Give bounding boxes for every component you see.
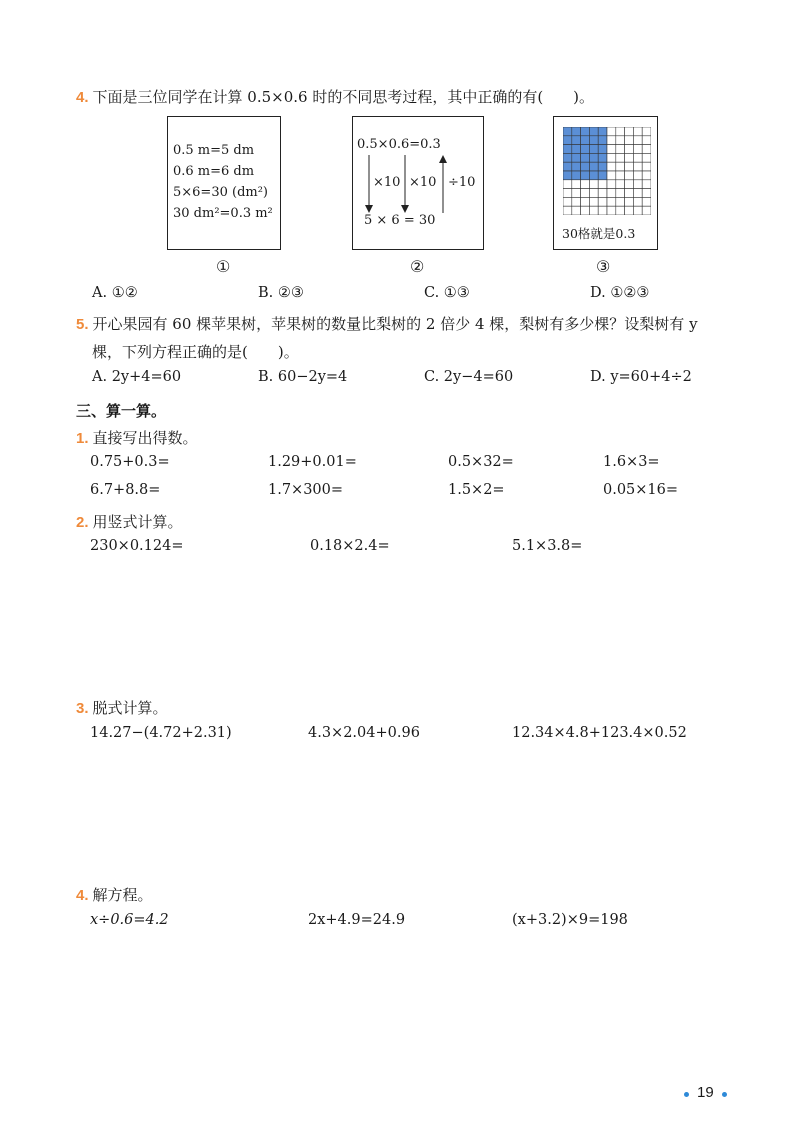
equation-3: (x+3.2)×9=198 [512, 912, 628, 928]
grid-cell [625, 136, 634, 145]
figure-2-arrow-2-label: ×10 [409, 175, 437, 190]
grid-cell [633, 153, 642, 162]
grid-cell [625, 162, 634, 171]
mental-calc-7: 1.5×2= [448, 482, 505, 498]
equation-1: x÷0.6=4.2 [90, 912, 169, 928]
grid-cell [581, 180, 590, 189]
mental-calc-4: 1.6×3= [603, 454, 660, 470]
grid-cell-shaded [563, 145, 572, 154]
grid-cell [625, 145, 634, 154]
mental-calc-1: 0.75+0.3= [90, 454, 170, 470]
figure-2-top: 0.5×0.6=0.3 [357, 137, 441, 152]
q4-text: 下面是三位同学在计算 0.5×0.6 时的不同思考过程，其中正确的有( )。 [92, 88, 595, 106]
grid-cell [625, 180, 634, 189]
grid-cell-shaded [563, 162, 572, 171]
figure-1-box [167, 116, 281, 250]
grid-cell-shaded [563, 127, 572, 136]
grid-cell-shaded [581, 162, 590, 171]
part-4-number: 4. [76, 887, 89, 904]
grid-cell [616, 127, 625, 136]
grid-cell [616, 153, 625, 162]
grid-cell [625, 171, 634, 180]
grid-cell [633, 127, 642, 136]
grid-cell [616, 206, 625, 215]
grid-cell [572, 180, 581, 189]
vertical-calc-1: 230×0.124= [90, 538, 184, 554]
grid-cell-shaded [572, 127, 581, 136]
grid-cell [642, 145, 651, 154]
mental-calc-6: 1.7×300= [268, 482, 344, 498]
q4-option-a[interactable]: A. ①② [92, 285, 138, 301]
grid-cell [625, 197, 634, 206]
hundred-grid [563, 127, 651, 215]
grid-cell [607, 197, 616, 206]
grid-cell [607, 127, 616, 136]
q4-number: 4. [76, 89, 89, 106]
grid-cell [616, 162, 625, 171]
q4-option-d[interactable]: D. ①②③ [590, 285, 650, 301]
page-number-dot-right [722, 1092, 727, 1097]
grid-cell [607, 162, 616, 171]
grid-cell-shaded [581, 153, 590, 162]
equation-2: 2x+4.9=24.9 [308, 912, 406, 928]
grid-cell [633, 189, 642, 198]
grid-cell-shaded [572, 136, 581, 145]
grid-cell [598, 197, 607, 206]
grid-cell [616, 180, 625, 189]
grid-cell [572, 197, 581, 206]
q4-option-c[interactable]: C. ①③ [424, 285, 470, 301]
figure-3-label: ③ [596, 257, 611, 276]
q4-option-b[interactable]: B. ②③ [258, 285, 304, 301]
part-2-header [76, 511, 183, 532]
page-number-dot-left [684, 1092, 689, 1097]
grid-cell-shaded [598, 127, 607, 136]
grid-cell [642, 162, 651, 171]
grid-cell [589, 180, 598, 189]
q5-option-a[interactable]: A. 2y+4=60 [92, 369, 182, 385]
part-4-header [76, 884, 153, 905]
mental-calc-5: 6.7+8.8= [90, 482, 161, 498]
q5-number: 5. [76, 316, 89, 333]
section-3-title: 三、算一算。 [76, 402, 167, 420]
grid-cell [642, 171, 651, 180]
figure-1-line-4: 30 dm²=0.3 m² [173, 206, 273, 221]
grid-cell [616, 197, 625, 206]
grid-cell [598, 180, 607, 189]
grid-cell [607, 145, 616, 154]
grid-cell [607, 171, 616, 180]
grid-cell [598, 189, 607, 198]
grid-cell-shaded [581, 136, 590, 145]
grid-cell [633, 180, 642, 189]
grid-cell [625, 153, 634, 162]
figure-1-line-1: 0.5 m=5 dm [173, 143, 255, 158]
grid-cell [616, 171, 625, 180]
grid-cell-shaded [598, 171, 607, 180]
grid-cell [633, 162, 642, 171]
figure-3-caption: 30格就是0.3 [562, 226, 636, 241]
grid-cell [563, 197, 572, 206]
grid-cell-shaded [581, 171, 590, 180]
q5-option-b[interactable]: B. 60−2y=4 [258, 369, 348, 385]
vertical-calc-3: 5.1×3.8= [512, 538, 583, 554]
grid-cell [607, 206, 616, 215]
grid-cell [642, 206, 651, 215]
grid-cell [581, 197, 590, 206]
grid-cell [607, 136, 616, 145]
grid-cell [589, 189, 598, 198]
figure-3-box [553, 116, 658, 250]
page-number: 19 [697, 1084, 714, 1101]
part-2-number: 2. [76, 514, 89, 531]
grid-cell [633, 136, 642, 145]
figure-2-box [352, 116, 484, 250]
part-1-header [76, 427, 198, 448]
figure-2-label: ② [410, 257, 425, 276]
grid-cell [598, 206, 607, 215]
grid-cell [563, 206, 572, 215]
grid-cell-shaded [589, 136, 598, 145]
grid-cell-shaded [572, 171, 581, 180]
grid-cell-shaded [589, 145, 598, 154]
grid-cell [625, 127, 634, 136]
grid-cell-shaded [563, 171, 572, 180]
grid-cell-shaded [589, 153, 598, 162]
figure-1-label: ① [216, 257, 231, 276]
grid-cell-shaded [581, 127, 590, 136]
grid-cell-shaded [572, 153, 581, 162]
grid-cell [616, 136, 625, 145]
step-calc-1: 14.27−(4.72+2.31) [90, 725, 232, 741]
q5-option-c[interactable]: C. 2y−4=60 [424, 369, 514, 385]
grid-cell [572, 189, 581, 198]
grid-cell [581, 206, 590, 215]
grid-cell [633, 145, 642, 154]
grid-cell [625, 189, 634, 198]
step-calc-3: 12.34×4.8+123.4×0.52 [512, 725, 687, 741]
q5-stem-line-1 [76, 313, 698, 334]
grid-cell [642, 197, 651, 206]
grid-cell-shaded [572, 162, 581, 171]
q5-option-d[interactable]: D. y=60+4÷2 [590, 369, 692, 385]
grid-cell [642, 189, 651, 198]
grid-cell [589, 206, 598, 215]
figure-2-bottom: 5 × 6 = 30 [364, 213, 436, 228]
grid-cell [642, 180, 651, 189]
grid-cell-shaded [589, 127, 598, 136]
grid-cell [563, 180, 572, 189]
grid-cell [589, 197, 598, 206]
grid-cell [607, 153, 616, 162]
grid-cell-shaded [572, 145, 581, 154]
grid-cell-shaded [581, 145, 590, 154]
part-1-number: 1. [76, 430, 89, 447]
grid-cell [572, 206, 581, 215]
grid-cell [581, 189, 590, 198]
figure-2-arrow-3-label: ÷10 [448, 175, 476, 190]
part-3-number: 3. [76, 700, 89, 717]
q5-text-2: 棵，下列方程正确的是( )。 [92, 343, 299, 361]
grid-cell-shaded [563, 136, 572, 145]
mental-calc-8: 0.05×16= [603, 482, 679, 498]
part-3-header [76, 697, 168, 718]
q4-stem [76, 86, 594, 107]
grid-cell [633, 197, 642, 206]
grid-cell-shaded [589, 162, 598, 171]
grid-cell [633, 171, 642, 180]
grid-cell-shaded [598, 136, 607, 145]
grid-cell-shaded [598, 162, 607, 171]
grid-cell-shaded [589, 171, 598, 180]
grid-cell [563, 189, 572, 198]
grid-cell-shaded [598, 145, 607, 154]
q5-text-1: 开心果园有 60 棵苹果树，苹果树的数量比梨树的 2 倍少 4 棵，梨树有多少棵？设梨树有 y [92, 315, 698, 333]
part-4-title: 解方程。 [92, 886, 153, 904]
part-3-title: 脱式计算。 [92, 699, 168, 717]
figure-2-arrow-1-label: ×10 [373, 175, 401, 190]
figure-1-line-2: 0.6 m=6 dm [173, 164, 255, 179]
grid-cell [633, 206, 642, 215]
step-calc-2: 4.3×2.04+0.96 [308, 725, 420, 741]
figure-1-line-3: 5×6=30 (dm²) [173, 185, 269, 200]
mental-calc-2: 1.29+0.01= [268, 454, 357, 470]
grid-cell [642, 136, 651, 145]
grid-cell [616, 189, 625, 198]
grid-cell [607, 180, 616, 189]
grid-cell [642, 127, 651, 136]
mental-calc-3: 0.5×32= [448, 454, 514, 470]
grid-cell [625, 206, 634, 215]
grid-cell [607, 189, 616, 198]
grid-cell [616, 145, 625, 154]
grid-cell-shaded [563, 153, 572, 162]
vertical-calc-2: 0.18×2.4= [310, 538, 390, 554]
grid-cell-shaded [598, 153, 607, 162]
part-2-title: 用竖式计算。 [92, 513, 183, 531]
part-1-title: 直接写出得数。 [92, 429, 198, 447]
grid-cell [642, 153, 651, 162]
